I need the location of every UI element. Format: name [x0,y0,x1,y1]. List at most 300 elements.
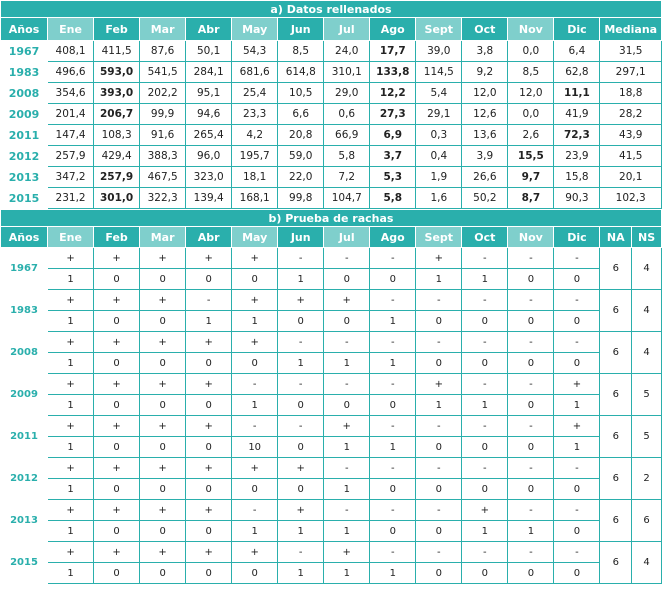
run-cell: 1 [508,521,554,542]
sign-cell: + [186,248,232,269]
sign-cell: + [94,290,140,311]
value-cell: 114,5 [416,62,462,83]
sign-cell: - [554,332,600,353]
run-cell: 1 [370,437,416,458]
sign-cell: - [278,542,324,563]
value-cell: 8,5 [278,41,324,62]
column-header: May [232,227,278,248]
run-cell: 0 [416,521,462,542]
column-header: Dic [554,227,600,248]
run-cell: 1 [462,269,508,290]
value-cell: 496,6 [48,62,94,83]
value-cell: 0,4 [416,146,462,167]
table-row [1,167,662,188]
value-cell: 18,8 [600,83,662,104]
value-cell: 17,7 [370,41,416,62]
year-cell: 1967 [1,41,48,62]
run-cell: 0 [324,311,370,332]
sign-cell: + [94,416,140,437]
sign-cell: + [186,374,232,395]
run-cell: 1 [462,521,508,542]
value-cell: 2,6 [508,125,554,146]
run-cell: 0 [94,479,140,500]
table-b-title: b) Prueba de rachas [1,210,662,227]
value-cell: 4,2 [232,125,278,146]
run-row [1,269,662,290]
value-cell: 39,0 [416,41,462,62]
value-cell: 467,5 [140,167,186,188]
run-cell: 1 [48,521,94,542]
value-cell: 25,4 [232,83,278,104]
sign-row [1,290,662,311]
column-header: Mar [140,18,186,41]
sign-cell: + [94,458,140,479]
run-cell: 0 [416,311,462,332]
sign-cell: + [278,458,324,479]
run-cell: 0 [554,353,600,374]
value-cell: 102,3 [600,188,662,209]
value-cell: 0,0 [508,104,554,125]
column-header: Ene [48,227,94,248]
value-cell: 147,4 [48,125,94,146]
table-row [1,41,662,62]
ns-cell: 6 [632,500,662,542]
run-cell: 1 [232,395,278,416]
sign-cell: + [140,290,186,311]
sign-cell: + [416,374,462,395]
sign-row [1,416,662,437]
sign-cell: - [462,248,508,269]
year-cell: 2009 [1,104,48,125]
na-cell: 6 [600,374,632,416]
value-cell: 99,9 [140,104,186,125]
run-cell: 0 [186,269,232,290]
value-cell: 99,8 [278,188,324,209]
column-header: Feb [94,18,140,41]
sign-cell: - [416,290,462,311]
sign-cell: - [554,542,600,563]
sign-cell: - [508,458,554,479]
column-header: May [232,18,278,41]
sign-cell: + [140,458,186,479]
table-b-title-row [1,210,662,227]
value-cell: 12,0 [508,83,554,104]
value-cell: 3,8 [462,41,508,62]
column-header: Jun [278,18,324,41]
table-a-title-row [1,1,662,18]
column-header: Años [1,18,48,41]
column-header: Ago [370,227,416,248]
table-row [1,125,662,146]
value-cell: 195,7 [232,146,278,167]
sign-cell: - [462,458,508,479]
sign-cell: + [94,248,140,269]
run-cell: 0 [94,311,140,332]
year-cell: 1967 [1,248,48,290]
run-cell: 0 [186,437,232,458]
value-cell: 15,5 [508,146,554,167]
column-header: Abr [186,18,232,41]
run-cell: 1 [48,353,94,374]
value-cell: 66,9 [324,125,370,146]
run-cell: 0 [186,395,232,416]
na-cell: 6 [600,332,632,374]
sign-cell: + [48,458,94,479]
value-cell: 201,4 [48,104,94,125]
value-cell: 41,5 [600,146,662,167]
sign-cell: - [508,248,554,269]
run-cell: 0 [186,353,232,374]
run-cell: 1 [416,395,462,416]
table-row [1,83,662,104]
value-cell: 12,2 [370,83,416,104]
sign-row [1,248,662,269]
run-cell: 1 [324,479,370,500]
run-cell: 0 [554,521,600,542]
sign-cell: + [554,416,600,437]
ns-cell: 4 [632,332,662,374]
value-cell: 20,8 [278,125,324,146]
column-header: Oct [462,18,508,41]
run-cell: 0 [462,311,508,332]
column-header: NS [632,227,662,248]
run-cell: 1 [370,311,416,332]
sign-cell: + [232,290,278,311]
run-cell: 0 [462,437,508,458]
run-cell: 0 [370,395,416,416]
value-cell: 62,8 [554,62,600,83]
run-cell: 0 [140,269,186,290]
run-cell: 0 [94,269,140,290]
sign-cell: + [94,332,140,353]
run-cell: 0 [508,437,554,458]
value-cell: 1,9 [416,167,462,188]
value-cell: 6,6 [278,104,324,125]
sign-cell: + [232,542,278,563]
table-row [1,188,662,209]
table-datos-rellenados [0,0,662,209]
table-b-header-row [1,227,662,248]
value-cell: 0,3 [416,125,462,146]
value-cell: 5,3 [370,167,416,188]
column-header: Sept [416,18,462,41]
value-cell: 23,9 [554,146,600,167]
na-cell: 6 [600,248,632,290]
value-cell: 15,8 [554,167,600,188]
run-cell: 1 [278,353,324,374]
run-cell: 0 [94,395,140,416]
value-cell: 95,1 [186,83,232,104]
value-cell: 429,4 [94,146,140,167]
run-cell: 0 [186,563,232,584]
na-cell: 6 [600,542,632,584]
sign-cell: - [232,416,278,437]
run-cell: 1 [324,521,370,542]
ns-cell: 2 [632,458,662,500]
run-row [1,437,662,458]
sign-cell: - [416,416,462,437]
value-cell: 72,3 [554,125,600,146]
run-cell: 10 [232,437,278,458]
year-cell: 1983 [1,290,48,332]
run-cell: 1 [278,269,324,290]
run-row [1,311,662,332]
value-cell: 3,9 [462,146,508,167]
run-cell: 0 [416,437,462,458]
value-cell: 11,1 [554,83,600,104]
run-cell: 1 [48,479,94,500]
run-cell: 0 [324,269,370,290]
sign-cell: + [140,248,186,269]
run-cell: 0 [278,437,324,458]
value-cell: 301,0 [94,188,140,209]
column-header: Jul [324,18,370,41]
run-cell: 0 [232,479,278,500]
sign-row [1,542,662,563]
sign-cell: - [554,290,600,311]
sign-cell: - [278,416,324,437]
run-cell: 0 [370,479,416,500]
year-cell: 2013 [1,167,48,188]
run-cell: 0 [462,353,508,374]
sign-cell: - [370,248,416,269]
value-cell: 90,3 [554,188,600,209]
column-header: Jun [278,227,324,248]
sign-cell: + [324,290,370,311]
sign-cell: + [186,416,232,437]
sign-cell: - [370,416,416,437]
value-cell: 681,6 [232,62,278,83]
year-cell: 2012 [1,458,48,500]
sign-cell: + [94,374,140,395]
value-cell: 310,1 [324,62,370,83]
value-cell: 8,5 [508,62,554,83]
year-cell: 2015 [1,542,48,584]
run-cell: 1 [278,563,324,584]
value-cell: 206,7 [94,104,140,125]
value-cell: 94,6 [186,104,232,125]
value-cell: 0,0 [508,41,554,62]
value-cell: 593,0 [94,62,140,83]
column-header: Sept [416,227,462,248]
sign-row [1,500,662,521]
year-cell: 1983 [1,62,48,83]
value-cell: 5,8 [370,188,416,209]
value-cell: 265,4 [186,125,232,146]
sign-cell: + [48,374,94,395]
run-cell: 0 [324,395,370,416]
sign-cell: - [370,500,416,521]
run-cell: 1 [48,395,94,416]
sign-cell: + [48,500,94,521]
sign-cell: - [462,290,508,311]
value-cell: 10,5 [278,83,324,104]
sign-cell: - [508,332,554,353]
value-cell: 18,1 [232,167,278,188]
value-cell: 20,1 [600,167,662,188]
sign-cell: + [186,458,232,479]
sign-cell: - [370,290,416,311]
sign-cell: + [278,290,324,311]
sign-cell: - [462,542,508,563]
sign-cell: - [370,542,416,563]
value-cell: 108,3 [94,125,140,146]
sign-row [1,374,662,395]
run-cell: 0 [508,395,554,416]
value-cell: 257,9 [94,167,140,188]
column-header: Nov [508,227,554,248]
value-cell: 9,7 [508,167,554,188]
value-cell: 393,0 [94,83,140,104]
run-cell: 1 [462,395,508,416]
sign-cell: - [416,500,462,521]
run-cell: 0 [140,521,186,542]
sign-cell: - [370,374,416,395]
sign-row [1,458,662,479]
sign-cell: - [554,500,600,521]
value-cell: 297,1 [600,62,662,83]
value-cell: 411,5 [94,41,140,62]
value-cell: 168,1 [232,188,278,209]
value-cell: 6,4 [554,41,600,62]
sign-cell: + [48,542,94,563]
value-cell: 87,6 [140,41,186,62]
sign-cell: - [370,332,416,353]
run-cell: 0 [416,479,462,500]
sign-cell: - [232,374,278,395]
run-cell: 0 [462,479,508,500]
sign-cell: + [140,416,186,437]
run-cell: 0 [554,563,600,584]
run-cell: 1 [48,437,94,458]
table-row [1,146,662,167]
sign-cell: - [462,416,508,437]
year-cell: 2015 [1,188,48,209]
na-cell: 6 [600,290,632,332]
run-cell: 1 [48,563,94,584]
value-cell: 9,2 [462,62,508,83]
value-cell: 614,8 [278,62,324,83]
sign-cell: - [508,542,554,563]
value-cell: 104,7 [324,188,370,209]
value-cell: 257,9 [48,146,94,167]
column-header: Nov [508,18,554,41]
sign-cell: - [462,332,508,353]
run-cell: 0 [94,353,140,374]
sign-cell: + [232,458,278,479]
sign-cell: + [48,332,94,353]
run-cell: 0 [554,269,600,290]
value-cell: 6,9 [370,125,416,146]
sign-cell: + [324,542,370,563]
sign-cell: - [416,458,462,479]
run-cell: 1 [278,521,324,542]
year-cell: 2013 [1,500,48,542]
sign-cell: - [324,248,370,269]
column-header: Ago [370,18,416,41]
run-cell: 0 [416,563,462,584]
value-cell: 0,6 [324,104,370,125]
value-cell: 12,6 [462,104,508,125]
run-cell: 1 [416,269,462,290]
run-cell: 0 [94,521,140,542]
run-cell: 0 [508,311,554,332]
sign-cell: - [324,500,370,521]
value-cell: 41,9 [554,104,600,125]
sign-cell: + [278,500,324,521]
year-cell: 2011 [1,125,48,146]
year-cell: 2011 [1,416,48,458]
run-cell: 0 [94,563,140,584]
value-cell: 139,4 [186,188,232,209]
value-cell: 31,5 [600,41,662,62]
sign-cell: + [48,248,94,269]
run-cell: 0 [370,269,416,290]
column-header: Oct [462,227,508,248]
run-row [1,563,662,584]
run-cell: 1 [370,563,416,584]
run-cell: 0 [232,269,278,290]
run-cell: 1 [324,353,370,374]
value-cell: 7,2 [324,167,370,188]
run-cell: 0 [140,437,186,458]
value-cell: 28,2 [600,104,662,125]
sign-cell: - [554,458,600,479]
table-a-title: a) Datos rellenados [1,1,662,18]
sign-cell: - [324,374,370,395]
column-header: Abr [186,227,232,248]
value-cell: 91,6 [140,125,186,146]
value-cell: 24,0 [324,41,370,62]
column-header: Feb [94,227,140,248]
sign-cell: + [48,416,94,437]
value-cell: 322,3 [140,188,186,209]
value-cell: 202,2 [140,83,186,104]
value-cell: 26,6 [462,167,508,188]
ns-cell: 5 [632,416,662,458]
run-cell: 0 [140,395,186,416]
sign-cell: - [462,374,508,395]
column-header: NA [600,227,632,248]
sign-cell: + [140,542,186,563]
year-cell: 2008 [1,83,48,104]
value-cell: 12,0 [462,83,508,104]
table-prueba-de-rachas [0,209,662,584]
sign-cell: + [232,248,278,269]
year-cell: 2012 [1,146,48,167]
sign-cell: - [232,500,278,521]
value-cell: 27,3 [370,104,416,125]
ns-cell: 4 [632,248,662,290]
run-cell: 0 [140,311,186,332]
sign-cell: + [94,500,140,521]
value-cell: 50,1 [186,41,232,62]
run-cell: 0 [186,521,232,542]
run-cell: 1 [232,521,278,542]
column-header: Mediana [600,18,662,41]
run-cell: 1 [48,269,94,290]
value-cell: 1,6 [416,188,462,209]
value-cell: 43,9 [600,125,662,146]
value-cell: 8,7 [508,188,554,209]
sign-cell: + [416,248,462,269]
run-cell: 0 [554,311,600,332]
run-cell: 0 [508,479,554,500]
sign-cell: + [94,542,140,563]
value-cell: 29,1 [416,104,462,125]
value-cell: 22,0 [278,167,324,188]
run-cell: 0 [508,269,554,290]
